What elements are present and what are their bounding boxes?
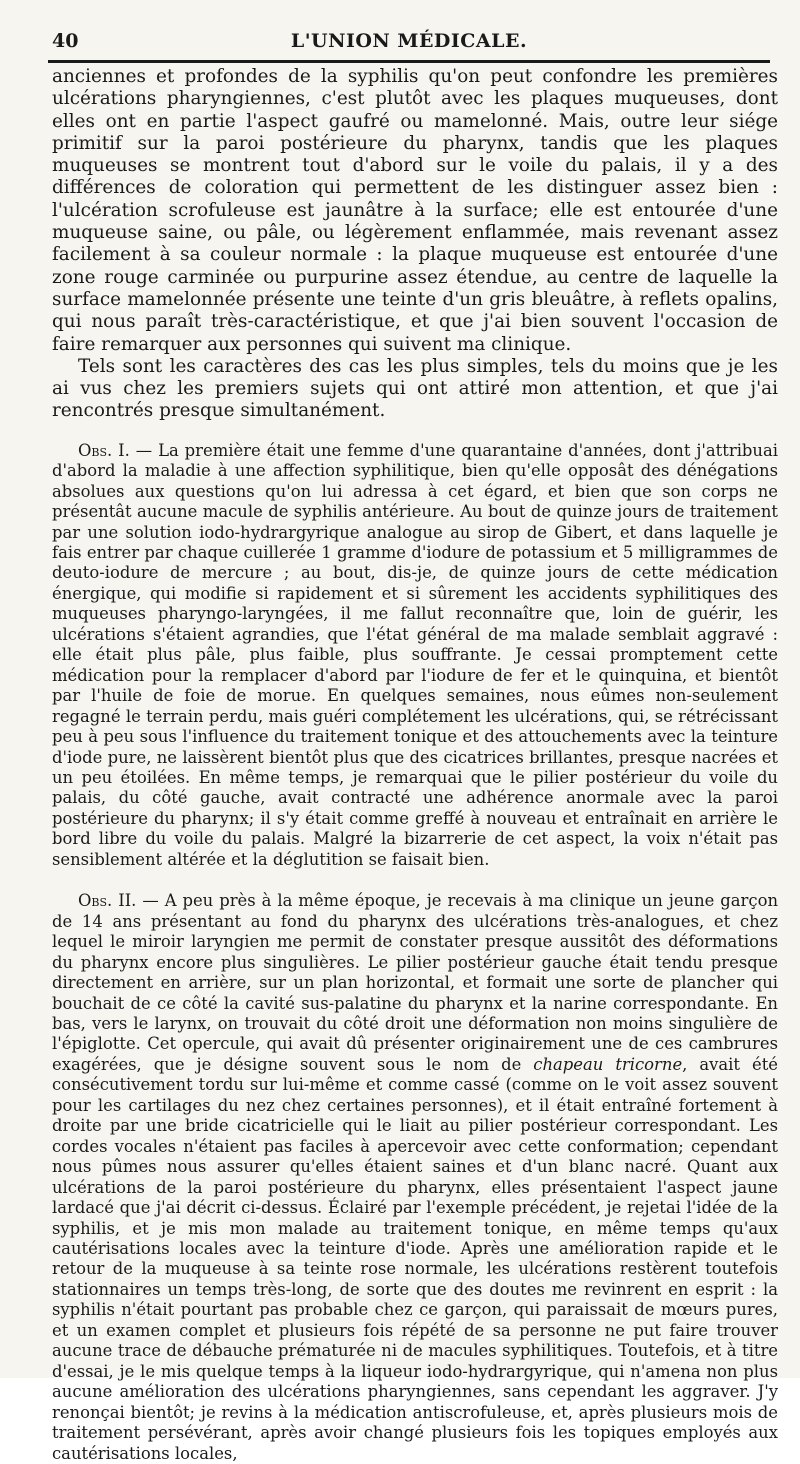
- page-header: [48, 28, 770, 62]
- observation-1: [52, 441, 778, 871]
- observation-1-text: — La première était une femme d'une quarantaine d'années, dont j'attribuai d'abord la maladie à une affection syphilitique, bien qu'elle opposât des dénégations absolues aux questions qu'on lui adressa à cet égard, et bien que son corps ne présentât aucune macule de syphilis antérieure. Au bout de quinze jours de traitement par une solution iodo-hydrargyrique analogue au sirop de Gibert, et dans laquelle je fais entrer par chaque cuillerée 1 gramme d'iodure de potassium et 5 milligrammes de deuto-iodure de mercure ; au bout, dis-je, de quinze jours de cette médication énergique, qui modifie si rapidement et si sûrement les accidents syphilitiques des muqueuses pharyngo-laryngées, il me fallut reconnaître que, loin de guérir, les ulcérations s'étaient agrandies, que l'état général de ma malade semblait aggravé : elle était plus pâle, plus faible, plus souffrante. Je cessai promptement cette médication pour la remplacer d'abord par l'iodure de fer et le quinquina, et bientôt par l'huile de foie de morue. En quelques semaines, nous eûmes non-seulement regagné le terrain perdu, mais guéri complétement les ulcérations, qui, se rétrécissant peu à peu sous l'influence du traitement tonique et des attouchements avec la teinture d'iode pure, ne laissèrent bientôt plus que des cicatrices brillantes, presque nacrées et un peu étoilées. En même temps, je remarquai que le pilier postérieur du voile du palais, du côté gauche, avait contracté une adhérence anormale avec la paroi postérieure du pharynx; il s'y était comme greffé à nouveau et entraînait en arrière le bord libre du voile du palais. Malgré la bizarrerie de cet aspect, la voix n'était pas sensiblement altérée et la déglutition se faisait bien.: [52, 440, 778, 869]
- observation-2-label: Obs. II.: [78, 891, 137, 911]
- article-body: [52, 66, 778, 1464]
- observation-2-text-a: — A peu près à la même époque, je recevais à ma clinique un jeune garçon de 14 ans présentant au fond du pharynx des ulcérations très-analogues, et chez lequel le miroir laryngien me permit de constater presque aussitôt des déformations du pharynx encore plus singulières. Le pilier postérieur gauche était tendu presque directement en arrière, sur un plan horizontal, et formait une sorte de plancher qui bouchait de ce côté la cavité sus-palatine du pharynx et la narine correspondante. En bas, vers le larynx, on trouvait du côté droit une déformation non moins singulière de l'épiglotte. Cet opercule, qui avait dû présenter originairement une de ces cambrures exagérées, que je désigne souvent sous le nom de: [52, 891, 779, 1074]
- intro-section: [52, 66, 778, 423]
- observation-1-label: Obs. I.: [78, 440, 130, 460]
- observation-2-text-b: , avait été consécutivement tordu sur lui-même et comme cassé (comme on le voit assez souvent pour les cartilages du nez chez certaines personnes), et il était entraîné fortement à droite par une bride cicatricielle qui le liait au pilier postérieur correspondant. Les cordes vocales n'étaient pas faciles à apercevoir avec cette conformation; cependant nous pûmes nous assurer qu'elles étaient saines et d'un blanc nacré. Quant aux ulcérations de la paroi postérieure du pharynx, elles présentaient l'aspect jaune lardacé que j'ai décrit ci-dessus. Éclairé par l'exemple précédent, je rejetai l'idée de la syphilis, et je mis mon malade au traitement tonique, en même temps qu'aux cautérisations locales avec la teinture d'iode. Après une amélioration rapide et le retour de la muqueuse à sa teinte rose normale, les ulcérations restèrent toutefois stationnaires un temps très-long, de sorte que des doutes me revinrent en esprit : la syphilis n'était pourtant pas probable chez ce garçon, qui paraissait de mœurs pures, et un examen complet et plusieurs fois répété de sa personne ne put faire trouver aucune trace de débauche prématurée ni de macules syphilitiques. Toutefois, et à titre d'essai, je le mis quelque temps à la liqueur iodo-hydrargyrique, qui n'amena non plus aucune amélioration des ulcérations pharyngiennes, sans cependant les aggraver. J'y renonçai bientôt; je revins à la médication antiscrofuleuse, et, après plusieurs mois de traitement persévérant, après avoir changé plusieurs fois les topiques employés aux cautérisations locales,: [52, 1054, 778, 1463]
- observation-2-italic-term: chapeau tricorne: [533, 1054, 683, 1074]
- running-title: L'UNION MÉDICALE.: [290, 30, 528, 52]
- observation-2: [52, 891, 778, 1464]
- paragraph-continuation: anciennes et profondes de la syphilis qu'on peut confondre les premières ulcérations pharyngiennes, c'est plutôt avec les plaques muqueuses, dont elles ont en partie l'aspect gaufré ou mamelonné. Mais, outre leur siége primitif sur la paroi postérieure du pharynx, tandis que les plaques muqueuses se montrent tout d'abord sur le voile du palais, il y a des différences de coloration qui permettent de les distinguer assez bien : l'ulcération scrofuleuse est jaunâtre à la surface; elle est entourée d'une muqueuse saine, ou pâle, ou légèrement enflammée, mais revenant assez facilement à sa couleur normale : la plaque muqueuse est entourée d'une zone rouge carminée ou purpurine assez étendue, au centre de laquelle la surface mamelonnée présente une teinte d'un gris bleuâtre, à reflets opalins, qui nous paraît très-caractéristique, et que j'ai bien souvent l'occasion de faire remarquer aux personnes qui suivent ma clinique.: [52, 66, 778, 355]
- paragraph-summary: Tels sont les caractères des cas les plus simples, tels du moins que je les ai vus chez les premiers sujets qui ont attiré mon attention, et que j'ai rencontrés presque simultanément.: [52, 355, 778, 422]
- header-rule: [48, 60, 770, 63]
- page-number: 40: [52, 30, 79, 52]
